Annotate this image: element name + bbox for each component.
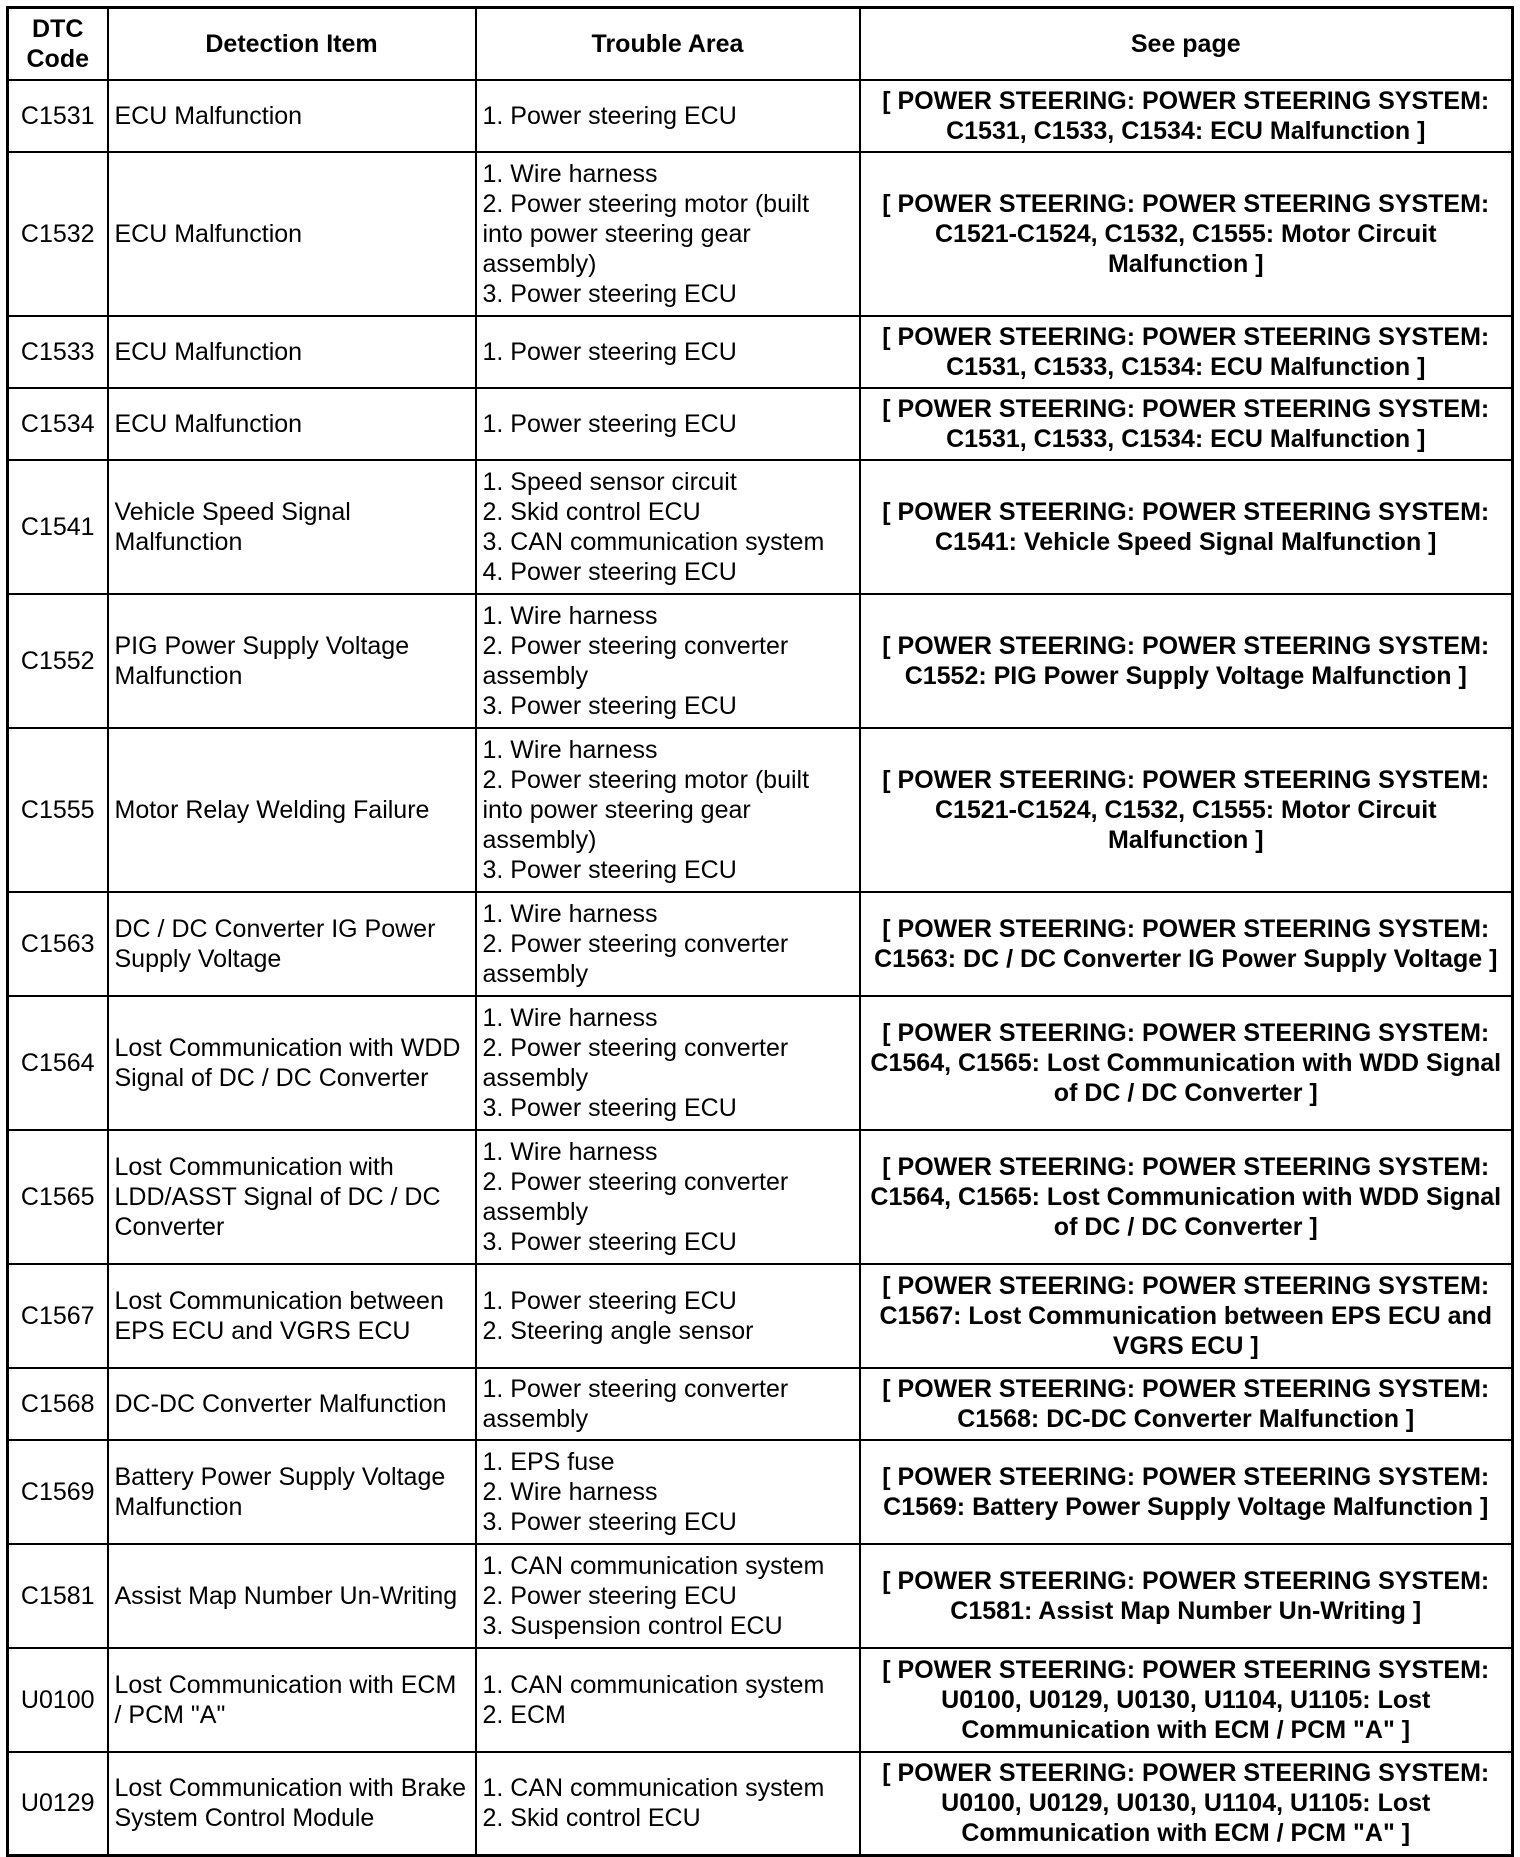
detection-item-cell: Lost Communication between EPS ECU and VGRS ECU <box>108 1264 476 1368</box>
table-row <box>8 1264 1513 1368</box>
see-page-link-line: [ POWER STEERING: POWER STEERING SYSTEM: <box>882 1152 1490 1181</box>
trouble-area-item: 1. Wire harness <box>482 601 658 630</box>
trouble-area-cell <box>476 892 860 996</box>
table-row <box>8 1544 1513 1648</box>
trouble-area-item: 1. CAN communication system <box>482 1551 825 1580</box>
see-page-link-line: C1521-C1524, C1532, C1555: Motor Circuit <box>934 795 1437 824</box>
see-page-link[interactable] <box>860 1368 1513 1440</box>
dtc-code-cell: C1541 <box>8 460 108 594</box>
trouble-area-item: 1. Power steering ECU <box>482 337 737 366</box>
trouble-area-item: 3. Power steering ECU <box>482 1507 737 1536</box>
dtc-code-cell: U0129 <box>8 1752 108 1856</box>
see-page-link-line: C1567: Lost Communication between EPS ECU and <box>879 1301 1493 1330</box>
table-row <box>8 1648 1513 1752</box>
see-page-link-line: [ POWER STEERING: POWER STEERING SYSTEM: <box>882 1655 1490 1684</box>
see-page-link-line: [ POWER STEERING: POWER STEERING SYSTEM: <box>882 1271 1490 1300</box>
detection-item-cell: DC / DC Converter IG Power Supply Voltage <box>108 892 476 996</box>
table-body <box>8 80 1513 1856</box>
see-page-link-line: C1552: PIG Power Supply Voltage Malfunction ] <box>904 661 1467 690</box>
trouble-area-item: 2. Power steering ECU <box>482 1581 737 1610</box>
see-page-link-line: [ POWER STEERING: POWER STEERING SYSTEM: <box>882 86 1490 115</box>
see-page-link-line: C1531, C1533, C1534: ECU Malfunction ] <box>946 352 1426 381</box>
trouble-area-item: 1. Power steering converter assembly <box>482 1374 789 1433</box>
dtc-code-cell: C1532 <box>8 152 108 316</box>
trouble-area-item: 1. CAN communication system <box>482 1670 825 1699</box>
trouble-area-item: 3. Power steering ECU <box>482 691 737 720</box>
detection-item-cell: Vehicle Speed Signal Malfunction <box>108 460 476 594</box>
see-page-link-line: Communication with ECM / PCM "A" ] <box>961 1715 1411 1744</box>
see-page-link-line: of DC / DC Converter ] <box>1053 1078 1318 1107</box>
dtc-code-cell: C1581 <box>8 1544 108 1648</box>
trouble-area-item: 1. Wire harness <box>482 735 658 764</box>
see-page-link[interactable] <box>860 728 1513 892</box>
trouble-area-item: 2. Power steering converter assembly <box>482 929 789 988</box>
header-see-page: See page <box>860 8 1513 80</box>
see-page-link-line: C1564, C1565: Lost Communication with WDD Signal <box>870 1048 1502 1077</box>
see-page-link-line: C1581: Assist Map Number Un-Writing ] <box>950 1596 1422 1625</box>
see-page-link-line: [ POWER STEERING: POWER STEERING SYSTEM: <box>882 765 1490 794</box>
see-page-link[interactable] <box>860 1264 1513 1368</box>
trouble-area-item: 1. Power steering ECU <box>482 409 737 438</box>
detection-item-cell: Lost Communication with WDD Signal of DC / DC Converter <box>108 996 476 1130</box>
see-page-link[interactable] <box>860 1440 1513 1544</box>
see-page-link-line: [ POWER STEERING: POWER STEERING SYSTEM: <box>882 914 1490 943</box>
trouble-area-cell <box>476 388 860 460</box>
trouble-area-cell <box>476 728 860 892</box>
trouble-area-item: 2. Skid control ECU <box>482 1804 701 1833</box>
table-row <box>8 388 1513 460</box>
trouble-area-item: 3. Power steering ECU <box>482 855 737 884</box>
see-page-link-line: C1531, C1533, C1534: ECU Malfunction ] <box>946 116 1426 145</box>
trouble-area-cell <box>476 80 860 152</box>
see-page-link-line: [ POWER STEERING: POWER STEERING SYSTEM: <box>882 1018 1490 1047</box>
dtc-code-cell: C1533 <box>8 316 108 388</box>
trouble-area-cell <box>476 1368 860 1440</box>
trouble-area-item: 2. Power steering motor (built into power steering gear assembly) <box>482 189 810 278</box>
trouble-area-item: 3. Power steering ECU <box>482 279 737 308</box>
see-page-link-line: C1531, C1533, C1534: ECU Malfunction ] <box>946 424 1426 453</box>
trouble-area-item: 1. Speed sensor circuit <box>482 467 737 496</box>
see-page-link[interactable] <box>860 152 1513 316</box>
trouble-area-item: 2. Power steering converter assembly <box>482 1167 789 1226</box>
see-page-link[interactable] <box>860 460 1513 594</box>
trouble-area-item: 1. EPS fuse <box>482 1447 615 1476</box>
see-page-link-line: C1564, C1565: Lost Communication with WDD Signal <box>870 1182 1502 1211</box>
trouble-area-cell <box>476 1130 860 1264</box>
trouble-area-item: 1. Power steering ECU <box>482 101 737 130</box>
see-page-link[interactable] <box>860 1752 1513 1856</box>
see-page-link-line: Malfunction ] <box>1107 825 1264 854</box>
dtc-code-cell: C1568 <box>8 1368 108 1440</box>
trouble-area-item: 3. Suspension control ECU <box>482 1611 783 1640</box>
table-header-row <box>8 8 1513 80</box>
see-page-link-line: U0100, U0129, U0130, U1104, U1105: Lost <box>941 1685 1431 1714</box>
dtc-code-cell: C1534 <box>8 388 108 460</box>
see-page-link-line: [ POWER STEERING: POWER STEERING SYSTEM: <box>882 1374 1490 1403</box>
dtc-code-cell: C1569 <box>8 1440 108 1544</box>
see-page-link[interactable] <box>860 1648 1513 1752</box>
trouble-area-item: 2. Skid control ECU <box>482 497 701 526</box>
see-page-link-line: [ POWER STEERING: POWER STEERING SYSTEM: <box>882 497 1490 526</box>
trouble-area-item: 1. Wire harness <box>482 899 658 928</box>
see-page-link-line: C1568: DC-DC Converter Malfunction ] <box>957 1404 1415 1433</box>
trouble-area-cell <box>476 460 860 594</box>
see-page-link-line: C1521-C1524, C1532, C1555: Motor Circuit <box>934 219 1437 248</box>
header-dtc-code <box>8 8 108 80</box>
trouble-area-cell <box>476 996 860 1130</box>
see-page-link-line: C1563: DC / DC Converter IG Power Supply Voltage ] <box>874 944 1498 973</box>
dtc-code-cell: U0100 <box>8 1648 108 1752</box>
see-page-link[interactable] <box>860 996 1513 1130</box>
detection-item-cell: Lost Communication with ECM / PCM "A" <box>108 1648 476 1752</box>
trouble-area-item: 2. Steering angle sensor <box>482 1316 754 1345</box>
see-page-link-line: [ POWER STEERING: POWER STEERING SYSTEM: <box>882 189 1490 218</box>
trouble-area-item: 1. Power steering ECU <box>482 1286 737 1315</box>
dtc-code-cell: C1552 <box>8 594 108 728</box>
see-page-link-line: [ POWER STEERING: POWER STEERING SYSTEM: <box>882 1462 1490 1491</box>
see-page-link-line: [ POWER STEERING: POWER STEERING SYSTEM: <box>882 1566 1490 1595</box>
dtc-code-cell: C1555 <box>8 728 108 892</box>
detection-item-cell: ECU Malfunction <box>108 152 476 316</box>
table-row <box>8 316 1513 388</box>
trouble-area-cell <box>476 1440 860 1544</box>
table-row <box>8 594 1513 728</box>
see-page-link-line: [ POWER STEERING: POWER STEERING SYSTEM: <box>882 631 1490 660</box>
trouble-area-item: 1. Wire harness <box>482 1137 658 1166</box>
detection-item-cell: PIG Power Supply Voltage Malfunction <box>108 594 476 728</box>
trouble-area-item: 3. CAN communication system <box>482 527 825 556</box>
header-dtc-code-line1: DTC <box>32 14 84 43</box>
see-page-link-line: of DC / DC Converter ] <box>1053 1212 1318 1241</box>
see-page-link[interactable] <box>860 1130 1513 1264</box>
detection-item-cell: Assist Map Number Un-Writing <box>108 1544 476 1648</box>
detection-item-cell: Battery Power Supply Voltage Malfunction <box>108 1440 476 1544</box>
detection-item-cell: ECU Malfunction <box>108 80 476 152</box>
see-page-link[interactable] <box>860 594 1513 728</box>
dtc-code-cell: C1567 <box>8 1264 108 1368</box>
trouble-area-item: 3. Power steering ECU <box>482 1093 737 1122</box>
see-page-link-line: U0100, U0129, U0130, U1104, U1105: Lost <box>941 1789 1431 1818</box>
see-page-link-line: [ POWER STEERING: POWER STEERING SYSTEM: <box>882 1759 1490 1788</box>
detection-item-cell: Lost Communication with Brake System Control Module <box>108 1752 476 1856</box>
table-row <box>8 152 1513 316</box>
table-row <box>8 892 1513 996</box>
trouble-area-cell <box>476 1544 860 1648</box>
trouble-area-item: 1. CAN communication system <box>482 1774 825 1803</box>
see-page-link-line: VGRS ECU ] <box>1112 1331 1259 1360</box>
trouble-area-cell <box>476 1264 860 1368</box>
trouble-area-cell <box>476 1648 860 1752</box>
table-row <box>8 1752 1513 1856</box>
dtc-code-cell: C1564 <box>8 996 108 1130</box>
trouble-area-item: 2. Power steering converter assembly <box>482 1033 789 1092</box>
trouble-area-item: 2. ECM <box>482 1700 566 1729</box>
detection-item-cell: Lost Communication with LDD/ASST Signal of DC / DC Converter <box>108 1130 476 1264</box>
table-row <box>8 1440 1513 1544</box>
dtc-code-cell: C1531 <box>8 80 108 152</box>
detection-item-cell: Motor Relay Welding Failure <box>108 728 476 892</box>
detection-item-cell: ECU Malfunction <box>108 388 476 460</box>
table-row <box>8 728 1513 892</box>
see-page-link[interactable] <box>860 316 1513 388</box>
table-row <box>8 1368 1513 1440</box>
header-trouble-area: Trouble Area <box>476 8 860 80</box>
trouble-area-item: 2. Power steering motor (built into power steering gear assembly) <box>482 765 810 854</box>
see-page-link[interactable] <box>860 80 1513 152</box>
see-page-link-line: C1541: Vehicle Speed Signal Malfunction ] <box>934 527 1437 556</box>
trouble-area-cell <box>476 316 860 388</box>
table-row <box>8 996 1513 1130</box>
trouble-area-cell <box>476 152 860 316</box>
table-row <box>8 1130 1513 1264</box>
table-row <box>8 80 1513 152</box>
see-page-link[interactable] <box>860 1544 1513 1648</box>
see-page-link-line: [ POWER STEERING: POWER STEERING SYSTEM: <box>882 394 1490 423</box>
trouble-area-cell <box>476 594 860 728</box>
see-page-link[interactable] <box>860 388 1513 460</box>
dtc-code-cell: C1565 <box>8 1130 108 1264</box>
trouble-area-item: 4. Power steering ECU <box>482 557 737 586</box>
see-page-link-line: C1569: Battery Power Supply Voltage Malfunction ] <box>883 1492 1489 1521</box>
trouble-area-item: 3. Power steering ECU <box>482 1227 737 1256</box>
trouble-area-item: 2. Power steering converter assembly <box>482 631 789 690</box>
trouble-area-item: 1. Wire harness <box>482 1003 658 1032</box>
table-row <box>8 460 1513 594</box>
header-detection-item: Detection Item <box>108 8 476 80</box>
detection-item-cell: ECU Malfunction <box>108 316 476 388</box>
header-dtc-code-line2: Code <box>26 44 89 73</box>
see-page-link-line: Communication with ECM / PCM "A" ] <box>961 1819 1411 1848</box>
dtc-table <box>6 6 1514 1857</box>
see-page-link[interactable] <box>860 892 1513 996</box>
trouble-area-item: 2. Wire harness <box>482 1477 658 1506</box>
see-page-link-line: [ POWER STEERING: POWER STEERING SYSTEM: <box>882 322 1490 351</box>
detection-item-cell: DC-DC Converter Malfunction <box>108 1368 476 1440</box>
trouble-area-item: 1. Wire harness <box>482 159 658 188</box>
dtc-code-cell: C1563 <box>8 892 108 996</box>
see-page-link-line: Malfunction ] <box>1107 249 1264 278</box>
trouble-area-cell <box>476 1752 860 1856</box>
